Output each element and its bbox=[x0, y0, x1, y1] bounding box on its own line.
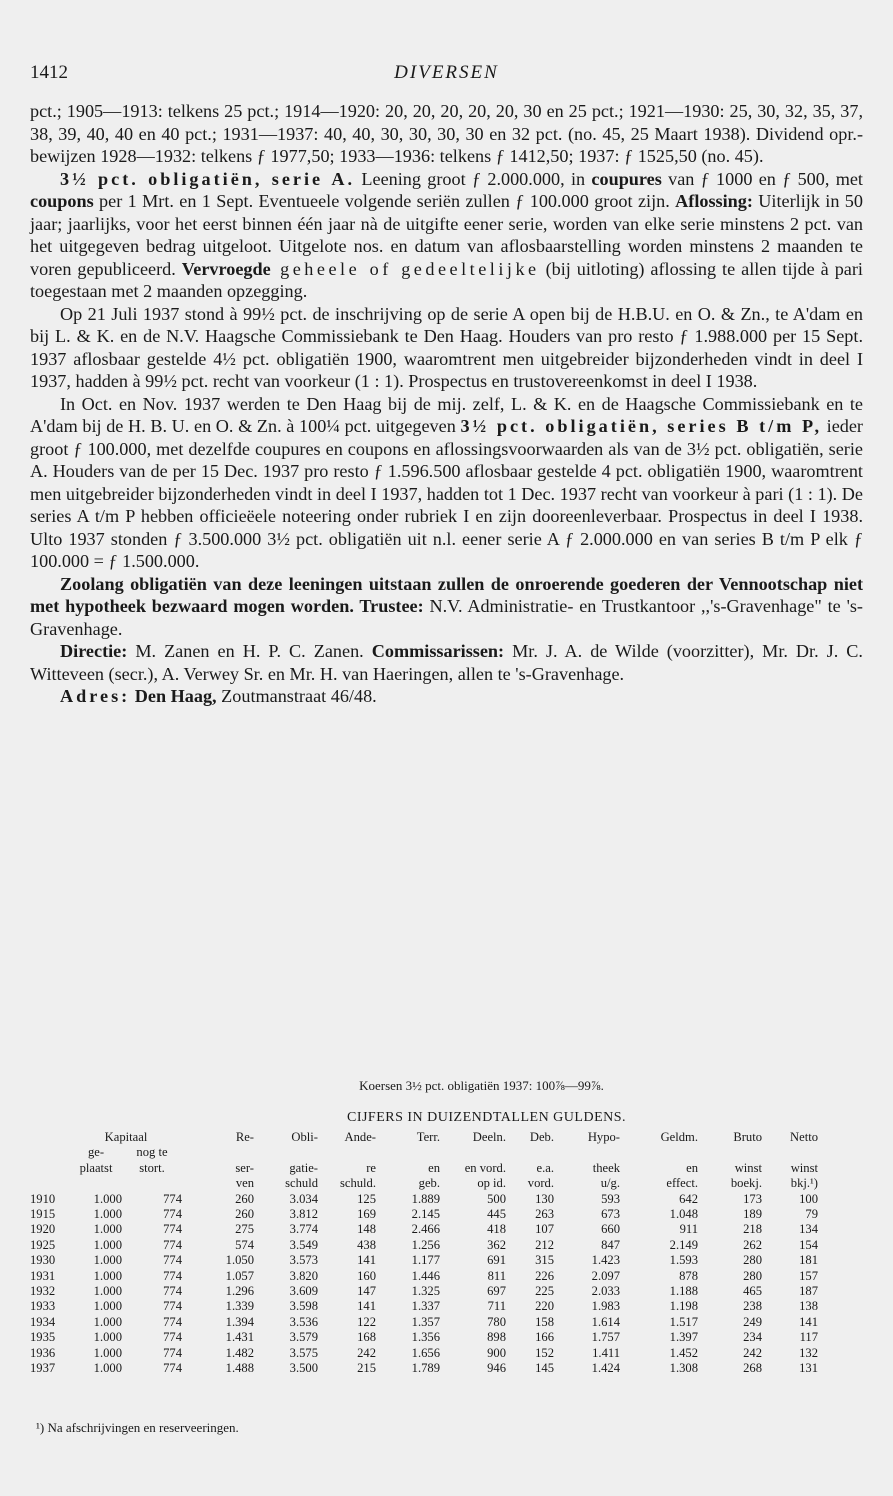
table-cell: 152 bbox=[535, 1345, 554, 1360]
year-cell: 1910 bbox=[30, 1191, 56, 1206]
table-cell: 1.517 bbox=[669, 1314, 698, 1329]
header-row bbox=[30, 1176, 818, 1191]
column-header: nog te bbox=[136, 1145, 168, 1160]
column-header: Terr. bbox=[416, 1130, 440, 1144]
table-cell: 242 bbox=[743, 1345, 762, 1360]
table-cell: 946 bbox=[487, 1361, 506, 1376]
table-cell: 445 bbox=[487, 1207, 506, 1222]
column-header: stort. bbox=[139, 1160, 165, 1175]
table-cell: 1.000 bbox=[93, 1222, 122, 1237]
table-cell: 3.579 bbox=[289, 1330, 318, 1345]
header-row bbox=[30, 1161, 818, 1176]
table-cell: 100 bbox=[799, 1191, 818, 1206]
table-row bbox=[30, 1284, 818, 1299]
table-cell: 275 bbox=[235, 1222, 254, 1237]
table-cell: 187 bbox=[799, 1284, 818, 1299]
table-cell: 3.536 bbox=[289, 1314, 318, 1329]
year-cell: 1932 bbox=[30, 1284, 56, 1299]
table-cell: 898 bbox=[487, 1330, 506, 1345]
table-cell: 811 bbox=[487, 1268, 506, 1283]
paragraph-directie: Directie: M. Zanen en H. P. C. Zanen. Commissarissen: Mr. J. A. de Wilde (voorzitter), Mr. Dr. J. C. Witteveen (secr.), A. Verwey Sr. en Mr. H. van Haeringen, allen te 's-Gravenhage. bbox=[30, 641, 863, 684]
table-cell: 3.575 bbox=[289, 1345, 318, 1360]
year-cell: 1937 bbox=[30, 1361, 56, 1376]
year-cell: 1933 bbox=[30, 1299, 56, 1314]
heading-serie-a: 3½ pct. obligatiën, serie A. bbox=[60, 168, 356, 189]
table-cell: 107 bbox=[535, 1222, 554, 1237]
column-header: en vord. bbox=[464, 1160, 506, 1175]
table-cell: 1.411 bbox=[592, 1345, 620, 1360]
table-cell: 1.983 bbox=[591, 1299, 620, 1314]
table-row bbox=[30, 1269, 818, 1284]
table-cell: 141 bbox=[357, 1253, 376, 1268]
table-cell: 1.000 bbox=[93, 1207, 122, 1222]
year-cell: 1925 bbox=[30, 1237, 56, 1252]
column-header: Deeln. bbox=[472, 1130, 506, 1144]
table-cell: 226 bbox=[535, 1268, 554, 1283]
table-cell: 280 bbox=[743, 1268, 762, 1283]
table-cell: 1.356 bbox=[411, 1330, 440, 1345]
table-cell: 774 bbox=[163, 1284, 182, 1299]
column-header: Obli- bbox=[291, 1130, 318, 1144]
table-cell: 132 bbox=[799, 1345, 818, 1360]
table-cell: 169 bbox=[357, 1207, 376, 1222]
table-cell: 1.789 bbox=[411, 1361, 440, 1376]
column-header: ven bbox=[235, 1176, 254, 1191]
table-cell: 660 bbox=[601, 1222, 620, 1237]
table-cell: 147 bbox=[357, 1284, 376, 1299]
column-header: geb. bbox=[418, 1176, 440, 1191]
table-body bbox=[30, 1192, 818, 1377]
table-cell: 1.256 bbox=[411, 1237, 440, 1252]
column-header: Re- bbox=[235, 1130, 254, 1144]
table-cell: 1.000 bbox=[93, 1345, 122, 1360]
koersen-line: Koersen 3½ pct. obligatiën 1937: 100⅞—99⅞. bbox=[359, 1078, 604, 1093]
table-cell: 1.357 bbox=[411, 1314, 440, 1329]
table-cell: 130 bbox=[535, 1191, 554, 1206]
table-cell: 1.000 bbox=[93, 1361, 122, 1376]
table-cell: 1.339 bbox=[225, 1299, 254, 1314]
table-cell: 1.188 bbox=[669, 1284, 698, 1299]
column-header: plaatst bbox=[79, 1160, 113, 1175]
paragraph-dividends: pct.; 1905—1913: telkens 25 pct.; 1914—1920: 20, 20, 20, 20, 20, 30 en 25 pct.; 1921—1930: 25, 30, 32, 35, 37, 38, 39, 40, 40 en 40 pct.; 1931—1937: 40, 40, 30, 30, 30, 30 en 32 pct. (no. 45, 25 Maart 1938). Dividend opr.-bewijzen 1928—1932: telkens ƒ 1977,50; 1933—1936: telkens ƒ 1412,50; 1937: ƒ 1525,50 (no. 45). bbox=[30, 101, 863, 166]
table-cell: 1.337 bbox=[411, 1299, 440, 1314]
table-cell: 141 bbox=[799, 1314, 818, 1329]
paragraph-adres: Adres: Den Haag, Zoutmanstraat 46/48. bbox=[60, 686, 377, 706]
column-header: Netto bbox=[790, 1130, 818, 1144]
table-row bbox=[30, 1361, 818, 1376]
table-cell: 3.598 bbox=[289, 1299, 318, 1314]
table-cell: 691 bbox=[487, 1253, 506, 1268]
table-cell: 1.423 bbox=[591, 1253, 620, 1268]
table-cell: 268 bbox=[743, 1361, 762, 1376]
column-header: en bbox=[686, 1160, 698, 1175]
column-header: theek bbox=[592, 1160, 620, 1175]
table-cell: 1.000 bbox=[93, 1299, 122, 1314]
table-cell: 697 bbox=[487, 1284, 506, 1299]
table-cell: 1.198 bbox=[669, 1299, 698, 1314]
table-cell: 160 bbox=[357, 1268, 376, 1283]
paragraph-series-b-p: In Oct. en Nov. 1937 werden te Den Haag bij de mij. zelf, L. & K. en de Haagsche Commissiebank en te A'dam bij de H. B. U. en O. & Zn. à 100¼ pct. uitgegeven 3½ pct. obligatiën, series B t/m P, ieder groot ƒ 100.000, met dezelfde coupures en coupons en aflossingsvoorwaarden als van de 3½ pct. obligatiën, serie A. Houders van de per 15 Dec. 1937 pro resto ƒ 1.596.500 aflosbaar gestelde 4 pct. obligatiën 1900, waaromtrent men uitgebreider bijzonderheden vindt in deel I 1937, hadden tot 1 Dec. 1937 recht van voorkeur à pari (1 : 1). De series A t/m P hebben officieëele noteering onder rubriek I en zijn dooreenleverbaar. Prospectus in deel I 1938. Ulto 1937 stonden ƒ 3.500.000 3½ pct. obligatiën uit n.l. eener serie A ƒ 2.000.000 en van series B t/m P elk ƒ 100.000 = ƒ 1.500.000. bbox=[30, 393, 863, 571]
table-row bbox=[30, 1330, 818, 1345]
table-cell: 1.000 bbox=[93, 1284, 122, 1299]
table-cell: 900 bbox=[487, 1345, 506, 1360]
page-number: 1412 bbox=[30, 62, 68, 83]
table-cell: 774 bbox=[163, 1314, 182, 1329]
year-cell: 1935 bbox=[30, 1330, 56, 1345]
table-cell: 168 bbox=[357, 1330, 376, 1345]
table-cell: 1.000 bbox=[93, 1314, 122, 1329]
table-row bbox=[30, 1299, 818, 1314]
year-cell: 1930 bbox=[30, 1253, 56, 1268]
table-cell: 212 bbox=[535, 1237, 554, 1252]
table-cell: 1.488 bbox=[225, 1361, 254, 1376]
table-cell: 1.482 bbox=[225, 1345, 254, 1360]
table-cell: 234 bbox=[743, 1330, 762, 1345]
footnote: ¹) Na afschrijvingen en reserveeringen. bbox=[36, 1420, 239, 1435]
body-text bbox=[30, 100, 863, 708]
table-cell: 1.325 bbox=[411, 1284, 440, 1299]
table-cell: 780 bbox=[487, 1314, 506, 1329]
column-header: Deb. bbox=[529, 1130, 554, 1144]
table-cell: 774 bbox=[163, 1253, 182, 1268]
table-cell: 1.057 bbox=[225, 1268, 254, 1283]
table-cell: 3.609 bbox=[289, 1284, 318, 1299]
heading-series-b-p: 3½ pct. obligatiën, series B t/m P, bbox=[460, 416, 822, 436]
table-cell: 3.034 bbox=[289, 1191, 318, 1206]
column-header: winst bbox=[734, 1160, 762, 1175]
table-cell: 673 bbox=[601, 1207, 620, 1222]
table-cell: 215 bbox=[357, 1361, 376, 1376]
table-cell: 2.149 bbox=[669, 1237, 698, 1252]
figures-table bbox=[30, 1130, 818, 1377]
table-cell: 1.000 bbox=[93, 1268, 122, 1283]
table-cell: 574 bbox=[235, 1237, 254, 1252]
table-cell: 1.000 bbox=[93, 1237, 122, 1252]
table-cell: 1.757 bbox=[591, 1330, 620, 1345]
table-row bbox=[30, 1315, 818, 1330]
year-cell: 1915 bbox=[30, 1207, 56, 1222]
table-cell: 79 bbox=[805, 1207, 818, 1222]
table-cell: 2.145 bbox=[411, 1207, 440, 1222]
table-cell: 125 bbox=[357, 1191, 376, 1206]
table-cell: 1.452 bbox=[669, 1345, 698, 1360]
page-header bbox=[30, 62, 863, 88]
table-cell: 260 bbox=[235, 1207, 254, 1222]
table-cell: 1.048 bbox=[669, 1207, 698, 1222]
paragraph-trustee: Zoolang obligatiën van deze leeningen uitstaan zullen de onroerende goederen der Vennootschap niet met hypotheek bezwaard mogen worden. Trustee: N.V. Administratie- en Trustkantoor ,,'s-Gravenhage" te 's-Gravenhage. bbox=[30, 573, 863, 639]
year-cell: 1934 bbox=[30, 1314, 56, 1329]
table-cell: 774 bbox=[163, 1268, 182, 1283]
column-header: gatie- bbox=[289, 1160, 318, 1175]
table-cell: 181 bbox=[799, 1253, 818, 1268]
table-cell: 3.549 bbox=[289, 1237, 318, 1252]
column-header bbox=[70, 1176, 122, 1191]
table-cell: 315 bbox=[535, 1253, 554, 1268]
table-cell: 500 bbox=[487, 1191, 506, 1206]
header-row bbox=[30, 1145, 818, 1160]
table-cell: 166 bbox=[535, 1330, 554, 1345]
table-cell: 173 bbox=[743, 1191, 762, 1206]
column-header: op id. bbox=[477, 1176, 506, 1191]
table-header bbox=[30, 1130, 818, 1192]
table-cell: 1.656 bbox=[411, 1345, 440, 1360]
table-row bbox=[30, 1222, 818, 1237]
table-cell: 3.573 bbox=[289, 1253, 318, 1268]
table-cell: 131 bbox=[799, 1361, 818, 1376]
column-header bbox=[30, 1176, 70, 1191]
table-cell: 1.431 bbox=[225, 1330, 254, 1345]
table-cell: 362 bbox=[487, 1237, 506, 1252]
table-cell: 774 bbox=[163, 1361, 182, 1376]
column-header: Geldm. bbox=[660, 1130, 698, 1144]
table-cell: 122 bbox=[357, 1314, 376, 1329]
header-kapitaal: Kapitaal bbox=[104, 1130, 148, 1144]
table-row bbox=[30, 1207, 818, 1222]
table-cell: 1.614 bbox=[591, 1314, 620, 1329]
table-cell: 2.033 bbox=[591, 1284, 620, 1299]
table-cell: 1.000 bbox=[93, 1330, 122, 1345]
column-header bbox=[30, 1161, 70, 1176]
table-cell: 154 bbox=[799, 1237, 818, 1252]
table-row bbox=[30, 1253, 818, 1268]
table-cell: 1.889 bbox=[411, 1191, 440, 1206]
table-cell: 148 bbox=[357, 1222, 376, 1237]
column-header: bkj.¹) bbox=[790, 1176, 818, 1191]
table-cell: 774 bbox=[163, 1191, 182, 1206]
paragraph-inschrijving: Op 21 Juli 1937 stond à 99½ pct. de inschrijving op de serie A open bij de H.B.U. en O. & Zn., te A'dam en bij L. & K. en de N.V. Haagsche Commissiebank te Den Haag. Houders van pro resto ƒ 1.988.000 per 15 Sept. 1937 aflosbaar gestelde 4½ pct. obligatiën 1900, waaromtrent men uitgebreider bijzonderheden vindt in deel I 1937, hadden à 99½ pct. recht van voorkeur (1 : 1). Prospectus en trustovereenkomst in deel I 1938. bbox=[30, 303, 863, 391]
table-row bbox=[30, 1346, 818, 1361]
table-cell: 145 bbox=[535, 1361, 554, 1376]
table-row bbox=[30, 1192, 818, 1207]
table-cell: 189 bbox=[743, 1207, 762, 1222]
column-header: ge- bbox=[87, 1145, 105, 1160]
column-header: Hypo- bbox=[587, 1130, 620, 1144]
table-cell: 1.296 bbox=[225, 1284, 254, 1299]
column-header: ser- bbox=[235, 1160, 254, 1175]
table-cell: 1.308 bbox=[669, 1361, 698, 1376]
column-header: winst bbox=[790, 1160, 818, 1175]
table-cell: 1.446 bbox=[411, 1268, 440, 1283]
table-title: CIJFERS IN DUIZENDTALLEN GULDENS. bbox=[346, 1110, 627, 1125]
table-cell: 774 bbox=[163, 1207, 182, 1222]
table-cell: 3.812 bbox=[289, 1207, 318, 1222]
table-cell: 238 bbox=[743, 1299, 762, 1314]
table-cell: 1.397 bbox=[669, 1330, 698, 1345]
table-cell: 262 bbox=[743, 1237, 762, 1252]
table-cell: 438 bbox=[357, 1237, 376, 1252]
table-cell: 847 bbox=[601, 1237, 620, 1252]
table-cell: 1.394 bbox=[225, 1314, 254, 1329]
table-cell: 158 bbox=[535, 1314, 554, 1329]
column-header: vord. bbox=[527, 1176, 554, 1191]
table-cell: 138 bbox=[799, 1299, 818, 1314]
table-cell: 249 bbox=[743, 1314, 762, 1329]
table-cell: 3.820 bbox=[289, 1268, 318, 1283]
table-cell: 3.774 bbox=[289, 1222, 318, 1237]
table-cell: 642 bbox=[679, 1191, 698, 1206]
table-cell: 774 bbox=[163, 1299, 182, 1314]
table-cell: 774 bbox=[163, 1222, 182, 1237]
table-cell: 263 bbox=[535, 1207, 554, 1222]
table-cell: 1.177 bbox=[411, 1253, 440, 1268]
table-cell: 242 bbox=[357, 1345, 376, 1360]
paragraph-serie-a: 3½ pct. obligatiën, serie A. Leening groot ƒ 2.000.000, in coupures van ƒ 1000 en ƒ 500, met coupons per 1 Mrt. en 1 Sept. Eventueele volgende seriën zullen ƒ 100.000 groot zijn. Aflossing: Uiterlijk in 50 jaar; jaarlijks, voor het eerst binnen één jaar nà de uitgifte eener serie, worden van elke serie minstens 2 pct. van het uitgegeven bedrag uitgeloot. Uitgelote nos. en datum van aflosbaarstelling worden minstens 2 maanden te voren gepubliceerd. Vervroegde geheele of gedeeltelijke (bij uitloting) aflossing te allen tijde à pari toegestaan met 2 maanden opzegging. bbox=[30, 168, 863, 301]
column-header: schuld. bbox=[339, 1176, 376, 1191]
table-cell: 157 bbox=[799, 1268, 818, 1283]
table-cell: 1.000 bbox=[93, 1253, 122, 1268]
column-header bbox=[122, 1176, 182, 1191]
table-cell: 2.097 bbox=[591, 1268, 620, 1283]
table-cell: 218 bbox=[743, 1222, 762, 1237]
table-cell: 418 bbox=[487, 1222, 506, 1237]
column-header: re bbox=[366, 1160, 376, 1175]
column-header: boekj. bbox=[730, 1176, 762, 1191]
table-cell: 117 bbox=[799, 1330, 818, 1345]
column-header: en bbox=[428, 1160, 440, 1175]
table-cell: 878 bbox=[679, 1268, 698, 1283]
column-header bbox=[30, 1145, 70, 1160]
table-cell: 593 bbox=[601, 1191, 620, 1206]
table-cell: 225 bbox=[535, 1284, 554, 1299]
table-cell: 2.466 bbox=[411, 1222, 440, 1237]
column-header: Bruto bbox=[733, 1130, 762, 1144]
table-cell: 220 bbox=[535, 1299, 554, 1314]
table-cell: 774 bbox=[163, 1330, 182, 1345]
table-cell: 711 bbox=[487, 1299, 506, 1314]
column-header: effect. bbox=[666, 1176, 698, 1191]
table-cell: 465 bbox=[743, 1284, 762, 1299]
table-cell: 1.424 bbox=[591, 1361, 620, 1376]
table-cell: 774 bbox=[163, 1345, 182, 1360]
table-cell: 3.500 bbox=[289, 1361, 318, 1376]
table-cell: 911 bbox=[679, 1222, 698, 1237]
table-cell: 1.000 bbox=[93, 1191, 122, 1206]
table-cell: 141 bbox=[357, 1299, 376, 1314]
table-cell: 1.050 bbox=[225, 1253, 254, 1268]
column-header: schuld bbox=[285, 1176, 318, 1191]
column-header: u/g. bbox=[600, 1176, 620, 1191]
table-cell: 774 bbox=[163, 1237, 182, 1252]
table-cell: 134 bbox=[799, 1222, 818, 1237]
running-title: DIVERSEN bbox=[394, 62, 499, 83]
year-cell: 1920 bbox=[30, 1222, 56, 1237]
table-cell: 1.593 bbox=[669, 1253, 698, 1268]
year-cell: 1931 bbox=[30, 1268, 56, 1283]
column-header: Ande- bbox=[344, 1130, 376, 1144]
figures-section bbox=[30, 1078, 873, 1377]
table-row bbox=[30, 1238, 818, 1253]
table-cell: 280 bbox=[743, 1253, 762, 1268]
year-cell: 1936 bbox=[30, 1345, 56, 1360]
column-header: e.a. bbox=[536, 1160, 554, 1175]
table-cell: 260 bbox=[235, 1191, 254, 1206]
